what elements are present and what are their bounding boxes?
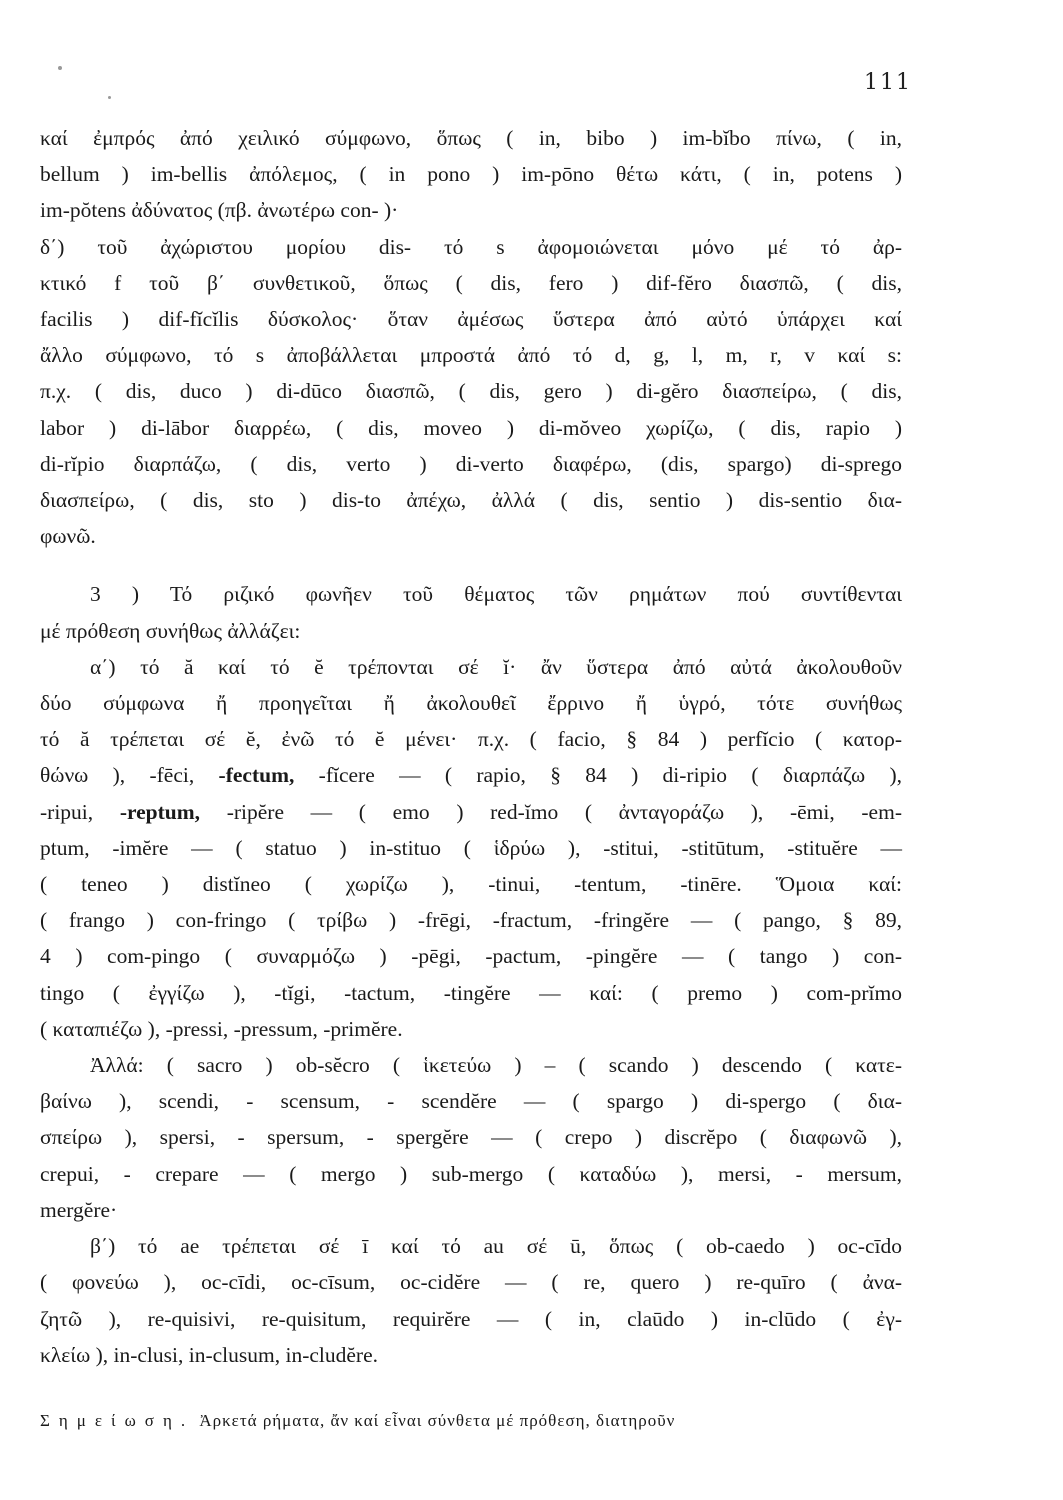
footnote-text: Ἀρκετά ρήματα, ἄν καί εἶναι σύνθετα μέ πρόθεση, διατηροῦν <box>199 1411 676 1430</box>
text-line: ptum, -imĕre — ( statuo ) in-stituo ( ἱδρύω ), -stitui, -stitūtum, -stituĕre — <box>40 835 902 860</box>
text-line: δ΄) τοῦ ἀχώριστου μορίου dis- τό s ἀφομοιώνεται μόνο μέ τό ἀρ- <box>40 234 902 259</box>
page-number: 111 <box>864 70 912 95</box>
text-line: di-rĭpio διαρπάζω, ( dis, verto ) di-verto διαφέρω, (dis, spargo) di-sprego <box>40 451 902 476</box>
text-line: facilis ) dif-fĭcĭlis δύσκολος· ὅταν ἀμέσως ὕστερα ἀπό αὐτό ὑπάρχει καί <box>40 307 902 332</box>
text-line: κτικό f τοῦ β΄ συνθετικοῦ, ὅπως ( dis, fero ) dif-fĕro διασπῶ, ( dis, <box>40 270 902 295</box>
bold-form: -fectum, <box>218 763 295 788</box>
text-line: im-pŏtens ἀδύνατος (πβ. ἀνωτέρω con- )· <box>40 198 399 223</box>
text-line: μέ πρόθεση συνήθως ἀλλάζει: <box>40 618 301 643</box>
text-line: ( φονεύω ), oc-cīdi, oc-cīsum, oc-cidĕre — ( re, quero ) re-quīro ( ἀνα- <box>40 1270 902 1295</box>
text-line: 3 ) Τό ριζικό φωνῆεν τοῦ θέματος τῶν ρημάτων πού συντίθενται <box>90 582 902 607</box>
text-line: β΄) τό ae τρέπεται σέ ī καί τό au σέ ū, ὅπως ( ob-caedo ) oc-cīdo <box>90 1234 902 1259</box>
text-line: σπείρω ), spersi, - spersum, - spergĕre — ( crepo ) discrĕpo ( διαφωνῶ ), <box>40 1125 902 1150</box>
body-text <box>40 120 902 1373</box>
text-segment: -ripui, <box>40 799 120 824</box>
text-line: α΄) τό ă καί τό ĕ τρέπονται σέ ĭ· ἄν ὕστερα ἀπό αὐτά ἀκολουθοῦν <box>90 654 902 679</box>
text-segment: -fĭcere — ( rapio, § 84 ) di-ripio ( διαρπάζω ), <box>294 763 902 788</box>
scan-speck <box>58 66 62 70</box>
text-line: ζητῶ ), re-quisivi, re-quisitum, requirĕre — ( in, claūdo ) in-clūdo ( ἐγ- <box>40 1306 902 1331</box>
scan-speck <box>108 96 111 99</box>
footnote <box>40 1411 902 1431</box>
text-line: δύο σύμφωνα ἤ προηγεῖται ἤ ἀκολουθεῖ ἔρρινο ἤ ὑγρό, τότε συνήθως <box>40 691 902 716</box>
bold-form: -reptum, <box>119 799 201 824</box>
text-line: tingo ( ἐγγίζω ), -tĭgi, -tactum, -tingĕre — καί: ( premo ) com-prĭmo <box>40 980 902 1005</box>
text-line: ( frango ) con-fringo ( τρίβω ) -frēgi, -fractum, -fringĕre — ( pango, § 89, <box>40 908 902 933</box>
text-line: φωνῶ. <box>40 524 96 549</box>
text-line: κλείω ), in-clusi, in-clusum, in-cludĕre. <box>40 1342 379 1367</box>
text-line <box>40 757 902 793</box>
text-line: 4 ) com-pingo ( συναρμόζω ) -pēgi, -pactum, -pingĕre — ( tango ) con- <box>40 944 902 969</box>
text-line: ( teneo ) distĭneo ( χωρίζω ), -tinui, -tentum, -tinēre. Ὅμοια καί: <box>40 872 902 897</box>
footnote-label: Σημείωση. <box>40 1411 195 1430</box>
paragraph-gap <box>40 554 902 576</box>
text-line <box>40 794 902 830</box>
text-line: τό ă τρέπεται σέ ĕ, ἐνῶ τό ĕ μένει· π.χ. ( facio, § 84 ) perfĭcio ( κατορ- <box>40 727 902 752</box>
text-segment: θώνω ), -fēci, <box>40 763 219 788</box>
text-line: ἄλλο σύμφωνο, τό s ἀποβάλλεται μπροστά ἀπό τό d, g, l, m, r, v καί s: <box>40 343 902 368</box>
text-line: mergĕre· <box>40 1197 118 1222</box>
text-line: ( καταπιέζω ), -pressi, -pressum, -primĕre. <box>40 1016 403 1041</box>
text-line: διασπείρω, ( dis, sto ) dis-to ἀπέχω, ἀλλά ( dis, sentio ) dis-sentio δια- <box>40 488 902 513</box>
text-line: βαίνω ), scendi, - scensum, - scendĕre — ( spargo ) di-spergo ( δια- <box>40 1089 902 1114</box>
text-line: Ἀλλά: ( sacro ) ob-sĕcro ( ἱκετεύω ) – ( scando ) descendo ( κατε- <box>90 1053 902 1078</box>
text-line: labor ) di-lābor διαρρέω, ( dis, moveo ) di-mŏveo χωρίζω, ( dis, rapio ) <box>40 415 902 440</box>
text-line: crepui, - crepare — ( mergo ) sub-mergo ( καταδύω ), mersi, - mersum, <box>40 1161 902 1186</box>
text-line: bellum ) im-bellis ἀπόλεμος, ( in pono ) im-pōno θέτω κάτι, ( in, potens ) <box>40 162 902 187</box>
text-line: π.χ. ( dis, duco ) di-dūco διασπῶ, ( dis, gero ) di-gĕro διασπείρω, ( dis, <box>40 379 902 404</box>
text-line: καί ἐμπρός ἀπό χειλικό σύμφωνο, ὅπως ( in, bibo ) im-bĭbo πίνω, ( in, <box>40 126 902 150</box>
text-segment: -ripĕre — ( emo ) red-ĭmo ( ἀνταγοράζω ), -ēmi, -em- <box>200 799 902 824</box>
